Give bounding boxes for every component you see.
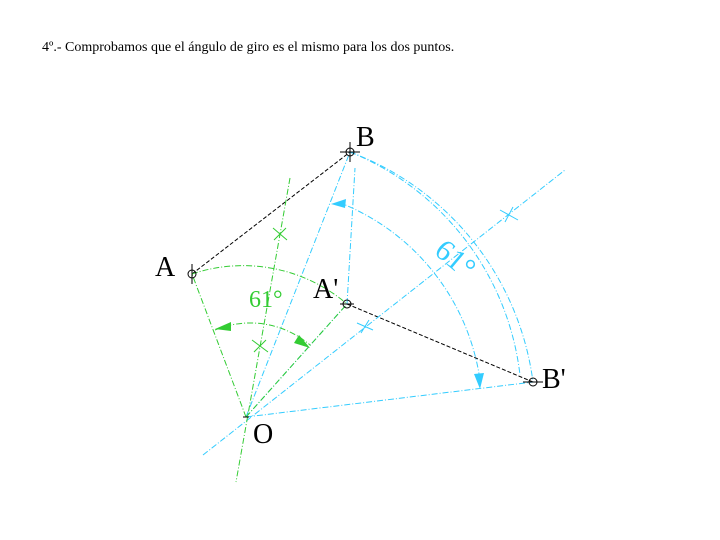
radius-o-a-prime	[246, 304, 347, 417]
label-a: A	[155, 252, 176, 283]
arrow-green-a-prime	[294, 335, 310, 348]
radius-o-a	[192, 274, 246, 417]
angle-label-a: 61°	[249, 287, 283, 313]
line-a-prime-b	[347, 168, 355, 304]
label-o: O	[253, 419, 274, 450]
caption: 4º.- Comprobamos que el ángulo de giro es el mismo para los dos puntos.	[42, 40, 455, 55]
arrow-green-a	[215, 322, 231, 331]
label-b: B	[356, 122, 375, 153]
label-a-prime: A'	[313, 274, 339, 305]
segment-a-b	[192, 152, 350, 274]
tick-marks	[252, 207, 518, 352]
radius-o-b-prime	[246, 382, 533, 417]
arrow-cyan-b	[331, 199, 346, 208]
label-b-prime: B'	[542, 364, 566, 395]
segment-a-prime-b-prime	[347, 304, 533, 382]
arrow-cyan-b-prime	[474, 373, 484, 389]
angle-label-b: 61°	[428, 233, 482, 286]
arc-61-mark	[338, 202, 480, 380]
